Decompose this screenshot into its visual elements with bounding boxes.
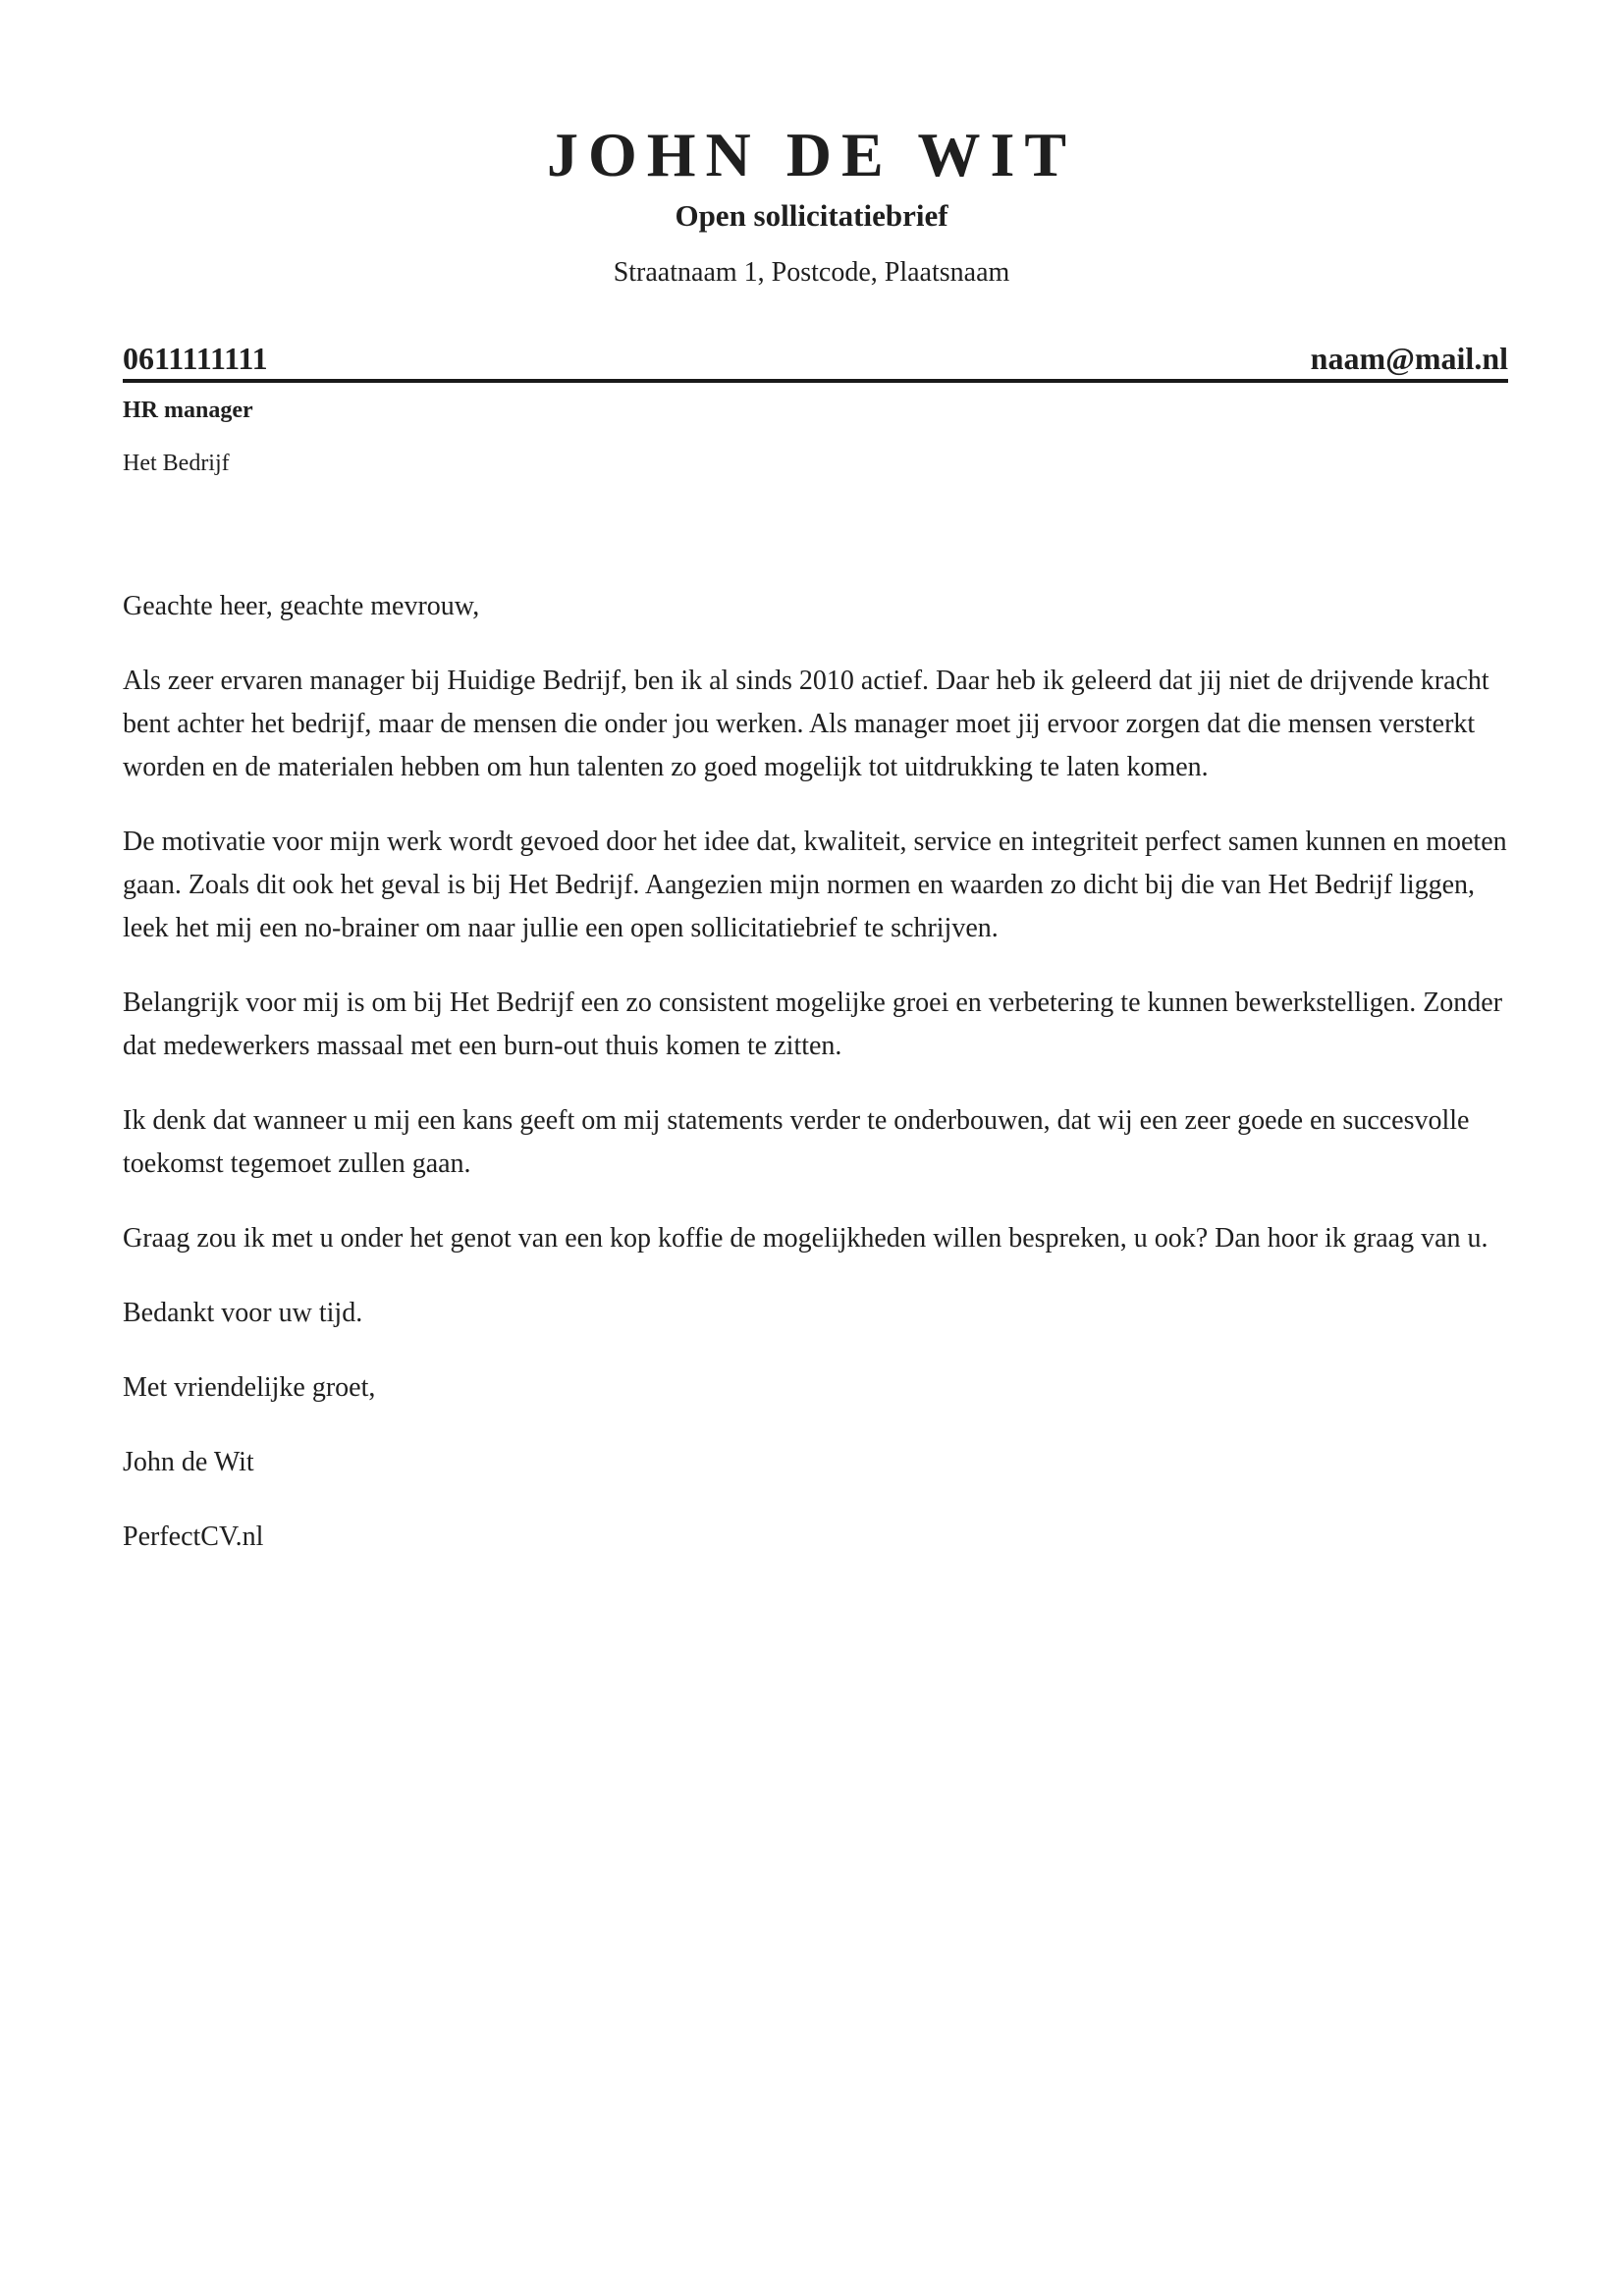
- header-divider: [123, 379, 1508, 383]
- closing-line: Met vriendelijke groet,: [123, 1372, 376, 1403]
- letter-subtitle: Open sollicitatiebrief: [675, 198, 948, 233]
- letter-body: [123, 585, 1508, 1590]
- paragraph: Belangrijk voor mij is om bij Het Bedrijf een zo consistent mogelijke groei en verbetering te kunnen bewerkstelligen. Zonder dat medewerkers massaal met een burn-out thuis komen te zitten.: [123, 988, 1503, 1061]
- salutation: Geachte heer, geachte mevrouw,: [123, 591, 480, 621]
- phone-number: 0611111111: [123, 341, 268, 376]
- website: PerfectCV.nl: [123, 1522, 264, 1552]
- applicant-address: Straatnaam 1, Postcode, Plaatsnaam: [613, 257, 1010, 288]
- applicant-name: JOHN DE WIT: [546, 120, 1077, 189]
- paragraph: De motivatie voor mijn werk wordt gevoed door het idee dat, kwaliteit, service en integriteit perfect samen kunnen en moeten gaan. Zoals dit ook het geval is bij Het Bedrijf. Aangezien mijn normen en waarden zo dicht bij die van Het Bedrijf liggen, leek het mij een no-brainer om naar jullie een open sollicitatiebrief te schrijven.: [123, 827, 1507, 943]
- paragraph: Als zeer ervaren manager bij Huidige Bedrijf, ben ik al sinds 2010 actief. Daar heb ik geleerd dat jij niet de drijvende kracht bent achter het bedrijf, maar de mensen die onder jou werken. Als manager moet jij ervoor zorgen dat die mensen versterkt worden en de materialen hebben om hun talenten zo goed mogelijk tot uitdrukking te laten komen.: [123, 666, 1489, 782]
- paragraph: Graag zou ik met u onder het genot van een kop koffie de mogelijkheden willen bespreken, u ook? Dan hoor ik graag van u.: [123, 1223, 1488, 1254]
- paragraph: Ik denk dat wanneer u mij een kans geeft om mij statements verder te onderbouwen, dat wij een zeer goede en succesvolle toekomst tegemoet zullen gaan.: [123, 1105, 1470, 1179]
- recipient-company: Het Bedrijf: [123, 451, 230, 476]
- signature-name: John de Wit: [123, 1447, 254, 1477]
- recipient-role: HR manager: [123, 398, 253, 423]
- thanks-line: Bedankt voor uw tijd.: [123, 1298, 363, 1328]
- email-address: naam@mail.nl: [1310, 341, 1508, 376]
- contact-row: [123, 328, 1508, 377]
